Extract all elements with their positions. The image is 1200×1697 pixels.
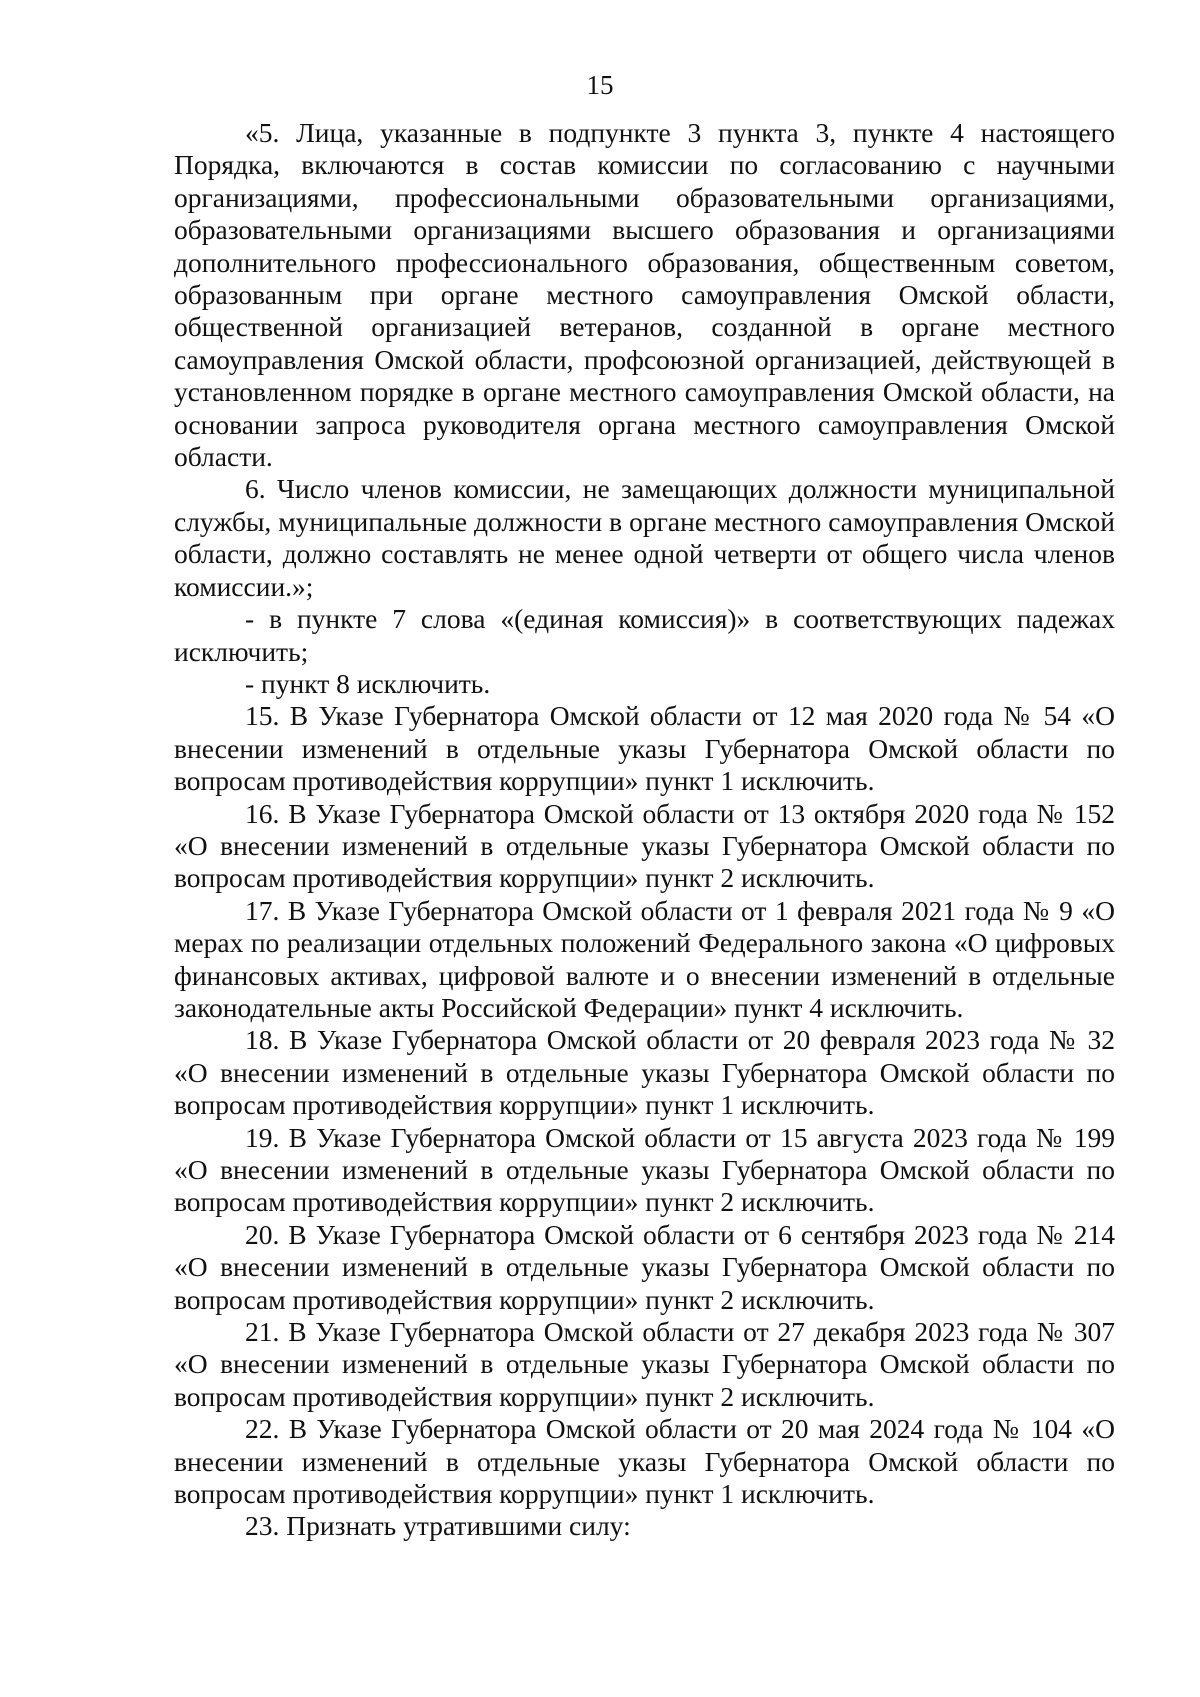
paragraph-21: 21. В Указе Губернатора Омской области от 27 декабря 2023 года № 307 «О внесении изменений в отдельные указы Губернатора Омской области по вопросам противодействия коррупции» пункт 2 исключить. <box>174 1316 1115 1412</box>
paragraph-19: 19. В Указе Губернатора Омской области от 15 августа 2023 года № 199 «О внесении изменений в отдельные указы Губернатора Омской области по вопросам противодействия коррупции» пункт 2 исключить. <box>174 1121 1115 1218</box>
paragraph-point-7: - в пункте 7 слова «(единая комиссия)» в соответствующих падежах исключить; <box>174 603 1115 667</box>
paragraph-16: 16. В Указе Губернатора Омской области от 13 октября 2020 года № 152 «О внесении изменений в отдельные указы Губернатора Омской области по вопросам противодействия коррупции» пункт 2 исключить. <box>174 797 1115 894</box>
paragraph-item-6: 6. Число членов комиссии, не замещающих должности муниципальной службы, муниципальные должности в органе местного самоуправления Омской области, должно составлять не менее одной четверти от общего числа членов комиссии.»; <box>174 473 1115 602</box>
paragraph-23: 23. Признать утратившими силу: <box>245 1510 631 1542</box>
paragraph-22: 22. В Указе Губернатора Омской области от 20 мая 2024 года № 104 «О внесении изменений в отдельные указы Губернатора Омской области по вопросам противодействия коррупции» пункт 1 исключить. <box>174 1413 1115 1510</box>
paragraph-point-8: - пункт 8 исключить. <box>245 667 491 699</box>
paragraph-20: 20. В Указе Губернатора Омской области от 6 сентября 2023 года № 214 «О внесении изменений в отдельные указы Губернатора Омской области по вопросам противодействия коррупции» пункт 2 исключить. <box>174 1218 1115 1315</box>
page-number: 15 <box>586 70 614 100</box>
document-body <box>174 117 1115 1543</box>
paragraph-17: 17. В Указе Губернатора Омской области от 1 февраля 2021 года № 9 «О мерах по реализации отдельных положений Федерального закона «О цифровых финансовых активах, цифровой валюте и о внесении изменений в отдельные законодательные акты Российской Федерации» пункт 4 исключить. <box>174 894 1115 1023</box>
paragraph-item-5: «5. Лица, указанные в подпункте 3 пункта 3, пункте 4 настоящего Порядка, включаются в состав комиссии по согласованию с научными организациями, профессиональными образовательными организациями, образовательными организациями высшего образования и организациями дополнительного профессионального образования, общественным советом, образованным при органе местного самоуправления Омской области, общественной организацией ветеранов, созданной в органе местного самоуправления Омской области, профсоюзной организацией, действующей в установленном порядке в органе местного самоуправления Омской области, на основании запроса руководителя органа местного самоуправления Омской области. <box>174 117 1115 473</box>
paragraph-18: 18. В Указе Губернатора Омской области от 20 февраля 2023 года № 32 «О внесении изменений в отдельные указы Губернатора Омской области по вопросам противодействия коррупции» пункт 1 исключить. <box>174 1024 1115 1121</box>
paragraph-15: 15. В Указе Губернатора Омской области от 12 мая 2020 года № 54 «О внесении изменений в отдельные указы Губернатора Омской области по вопросам противодействия коррупции» пункт 1 исключить. <box>174 700 1115 797</box>
